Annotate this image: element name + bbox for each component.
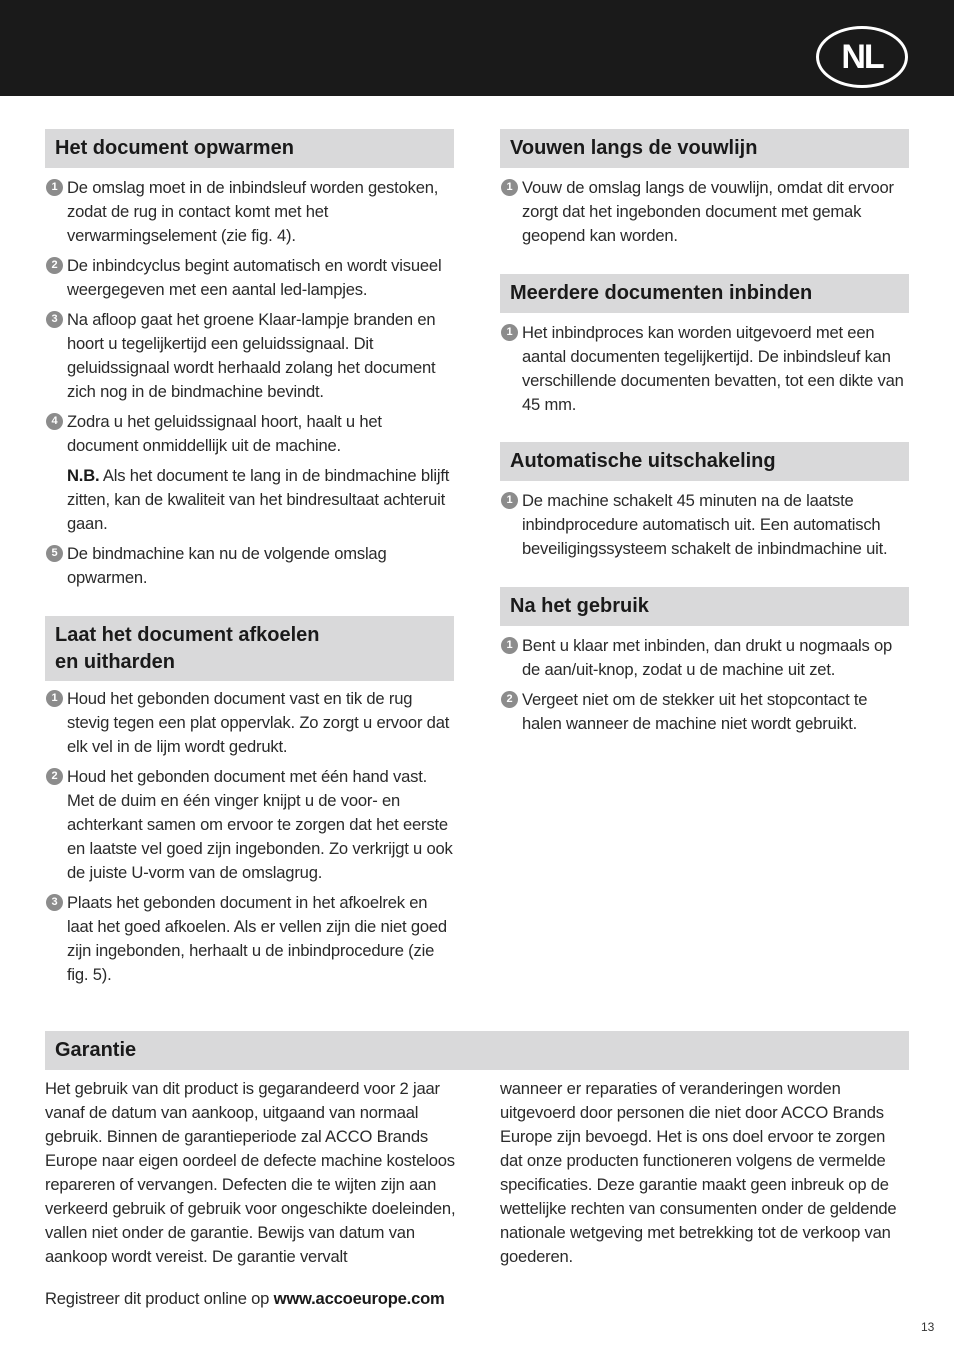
list-item bbox=[45, 308, 454, 404]
step-number-badge: 1 bbox=[501, 179, 518, 196]
register-line bbox=[45, 1287, 645, 1311]
note-label: N.B. bbox=[67, 466, 100, 485]
list-item-text: Vouw de omslag langs de vouwlijn, omdat dit ervoor zorgt dat het ingebonden document met gemak geopend kan worden. bbox=[522, 178, 894, 245]
list-item-text: Zodra u het geluidssignaal hoort, haalt u het document onmiddellijk uit de machine. bbox=[67, 412, 382, 455]
step-number-badge: 4 bbox=[46, 413, 63, 430]
section-title-multiple: Meerdere documenten inbinden bbox=[500, 274, 909, 313]
step-number-badge: 2 bbox=[46, 768, 63, 785]
section-title-cooling bbox=[45, 616, 454, 681]
step-number-badge: 3 bbox=[46, 311, 63, 328]
list-item bbox=[500, 176, 909, 248]
list-item-text: Plaats het gebonden document in het afkoelrek en laat het goed afkoelen. Als er vellen zijn die niet goed zijn ingebonden, herhaalt u de inbindprocedure (zie fig. 5). bbox=[67, 893, 447, 984]
list-item bbox=[45, 254, 454, 302]
list-item bbox=[45, 891, 454, 987]
list-item-text: De machine schakelt 45 minuten na de laatste inbindprocedure automatisch uit. Een automatisch beveiligingssysteem schakelt de inbindmachine uit. bbox=[522, 491, 888, 558]
section-title-autooff: Automatische uitschakeling bbox=[500, 442, 909, 481]
step-number-badge: 1 bbox=[501, 637, 518, 654]
list-item-text: De omslag moet in de inbindsleuf worden gestoken, zodat de rug in contact komt met het verwarmingselement (zie fig. 4). bbox=[67, 178, 439, 245]
left-column bbox=[45, 129, 454, 596]
list-item-text: Het inbindproces kan worden uitgevoerd met een aantal documenten tegelijkertijd. De inbindsleuf kan verschillende documenten bevatten, tot een dikte van 45 mm. bbox=[522, 323, 904, 414]
section-title-warranty: Garantie bbox=[45, 1031, 909, 1070]
list-item bbox=[45, 176, 454, 248]
list-item bbox=[500, 321, 909, 417]
step-number-badge: 2 bbox=[46, 257, 63, 274]
list-warming bbox=[45, 176, 454, 590]
right-section-after-use bbox=[500, 587, 909, 742]
list-item-text: De bindmachine kan nu de volgende omslag opwarmen. bbox=[67, 544, 387, 587]
left-column-2 bbox=[45, 616, 454, 993]
right-section-autooff bbox=[500, 442, 909, 567]
list-item-text: Bent u klaar met inbinden, dan drukt u nogmaals op de aan/uit-knop, zodat u de machine uit zet. bbox=[522, 636, 893, 679]
list-item-text: Houd het gebonden document vast en tik de rug stevig tegen een plat oppervlak. Zo zorgt u ervoor dat elk vel in de lijm wordt gedrukt. bbox=[67, 689, 450, 756]
list-multiple bbox=[500, 321, 909, 417]
section-title-warming: Het document opwarmen bbox=[45, 129, 454, 168]
list-autooff bbox=[500, 489, 909, 561]
list-folding bbox=[500, 176, 909, 248]
step-number-badge: 1 bbox=[46, 690, 63, 707]
list-item-text: De inbindcyclus begint automatisch en wordt visueel weergegeven met een aantal led-lampjes. bbox=[67, 256, 442, 299]
step-number-badge: 3 bbox=[46, 894, 63, 911]
step-number-badge: 1 bbox=[501, 492, 518, 509]
section-title-line: en uitharden bbox=[55, 651, 176, 673]
page-number: 13 bbox=[921, 1320, 935, 1334]
list-item bbox=[45, 542, 454, 590]
right-section-folding bbox=[500, 129, 909, 254]
list-item bbox=[500, 688, 909, 736]
section-title-folding: Vouwen langs de vouwlijn bbox=[500, 129, 909, 168]
step-number-badge: 1 bbox=[501, 324, 518, 341]
list-item-text: Houd het gebonden document met één hand vast. Met de duim en één vinger knijpt u de voor- en achterkant samen om ervoor te zorgen dat het eerste en laatste vel goed zijn ingebonden. Zo verkrijgt u ook de juiste U-vorm van de omslagrug. bbox=[67, 767, 453, 882]
step-number-badge: 5 bbox=[46, 545, 63, 562]
list-item bbox=[45, 410, 454, 458]
note bbox=[45, 464, 454, 536]
list-item bbox=[45, 765, 454, 885]
section-title-line: Laat het document afkoelen bbox=[55, 624, 320, 646]
right-section-multiple bbox=[500, 274, 909, 423]
header-bar bbox=[0, 0, 954, 96]
register-link[interactable]: www.accoeurope.com bbox=[273, 1289, 445, 1308]
list-cooling bbox=[45, 687, 454, 987]
language-badge: NL bbox=[816, 26, 908, 88]
note-text: Als het document te lang in de bindmachine blijft zitten, kan de kwaliteit van het bindresultaat achteruit gaan. bbox=[67, 466, 450, 533]
list-item bbox=[500, 489, 909, 561]
warranty-text-col2: wanneer er reparaties of veranderingen worden uitgevoerd door personen die niet door ACCO Brands Europe zijn bevoegd. Het is ons doel ervoor te zorgen dat onze producten functioneren volgens de vermelde specificaties. Deze garantie maakt geen inbreuk op de wettelijke rechten van consumenten onder de geldende nationale wetgeving met betrekking tot de verkoop van goederen. bbox=[500, 1079, 897, 1266]
list-item-text: Na afloop gaat het groene Klaar-lampje branden en hoort u tegelijkertijd een geluidssignaal. Dit geluidssignaal wordt herhaald zolang het document zich nog in de bindmachine bevindt. bbox=[67, 310, 436, 401]
warranty-text-col1: Het gebruik van dit product is gegarandeerd voor 2 jaar vanaf de datum van aankoop, uitgaand van normaal gebruik. Binnen de garantieperiode zal ACCO Brands Europe naar eigen oordeel de defecte machine kosteloos repareren of vervangen. Defecten die te wijten zijn aan verkeerd gebruik of gebruik voor ongeschikte doeleinden, vallen niet onder de garantie. Bewijs van datum van aankoop wordt vereist. De garantie vervalt bbox=[45, 1079, 456, 1266]
step-number-badge: 1 bbox=[46, 179, 63, 196]
register-text: Registreer dit product online op bbox=[45, 1289, 274, 1308]
list-item bbox=[500, 634, 909, 682]
step-number-badge: 2 bbox=[501, 691, 518, 708]
list-item bbox=[45, 687, 454, 759]
list-after-use bbox=[500, 634, 909, 736]
list-item-text: Vergeet niet om de stekker uit het stopcontact te halen wanneer de machine niet wordt gebruikt. bbox=[522, 690, 868, 733]
section-title-after-use: Na het gebruik bbox=[500, 587, 909, 626]
